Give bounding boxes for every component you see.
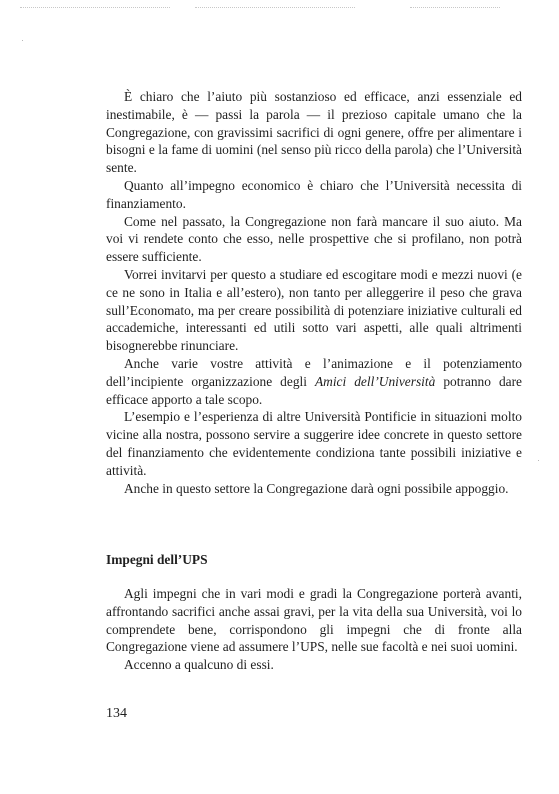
- paragraph-text: Agli impegni che in vari modi e gradi la Congregazione porterà avanti, affrontando sacrifici anche assai gravi, per la vita della sua Università, voi lo comprendete bene, corrispondono gli impegni che di fronte alla Congregazione viene ad assumere l’UPS, nelle sue facoltà e nei suoi uomini.: [106, 586, 522, 655]
- paragraph: [106, 177, 522, 213]
- paragraph: [106, 408, 522, 479]
- scan-artifact: [22, 40, 23, 41]
- section-body-text: [106, 585, 522, 674]
- paragraph: [106, 480, 522, 498]
- paragraph-text: Accenno a qualcuno di essi.: [124, 657, 274, 673]
- scan-artifact: [538, 460, 539, 461]
- scan-artifact: [20, 7, 170, 9]
- paragraph: [106, 88, 522, 177]
- body-text: [106, 88, 522, 497]
- section-heading: Impegni dell’UPS: [106, 552, 208, 567]
- scan-artifact: [195, 7, 355, 9]
- paragraph-text: Come nel passato, la Congregazione non farà mancare il suo aiuto. Ma voi vi rendete conto che esso, nelle prospettive che si profilano, non potrà essere sufficiente.: [106, 213, 522, 265]
- paragraph-text: Vorrei invitarvi per questo a studiare ed escogitare modi e mezzi nuovi (e ce ne sono in Italia e all’estero), non tanto per alleggerire il peso che grava sull’Economato, ma per creare possibilità di potenziare iniziative culturali ed accademiche, interessanti ed utili sotto vari aspetti, alle quali altrimenti bisognerebbe rinunciare.: [106, 266, 522, 354]
- paragraph-text: Anche varie vostre attività e l’animazione e il potenziamento dell’incipiente organizzazione degli: [106, 355, 522, 389]
- paragraph: [106, 585, 522, 656]
- paragraph-text: L’esempio e l’esperienza di altre Università Pontificie in situazioni molto vicine alla nostra, possono servire a suggerire idee concrete in questo settore del finanziamento che evidentemente condiziona tante possibili iniziative e attività.: [106, 409, 522, 478]
- paragraph-text: Quanto all’impegno economico è chiaro che l’Università necessita di finanziamento.: [106, 177, 522, 211]
- paragraph: [106, 266, 522, 355]
- paragraph-text: potranno dare efficace apporto a tale scopo.: [106, 373, 522, 407]
- paragraph: [106, 656, 522, 674]
- paragraph-text: Anche in questo settore la Congregazione darà ogni possibile appoggio.: [124, 480, 509, 496]
- scan-artifact: [410, 7, 500, 9]
- page-number: 134: [106, 706, 127, 721]
- paragraph: [106, 355, 522, 408]
- italic-text: Amici dell’Università: [314, 373, 436, 389]
- paragraph-text: È chiaro che l’aiuto più sostanzioso ed efficace, anzi essenziale ed inestimabile, è — passi la parola — il prezioso capitale umano che la Congregazione, con gravissimi sacrifici di ogni genere, offre per alimentare i bisogni e la fame di uomini (nel senso più ricco della parola) che l’Università sente.: [106, 89, 522, 176]
- paragraph: [106, 213, 522, 266]
